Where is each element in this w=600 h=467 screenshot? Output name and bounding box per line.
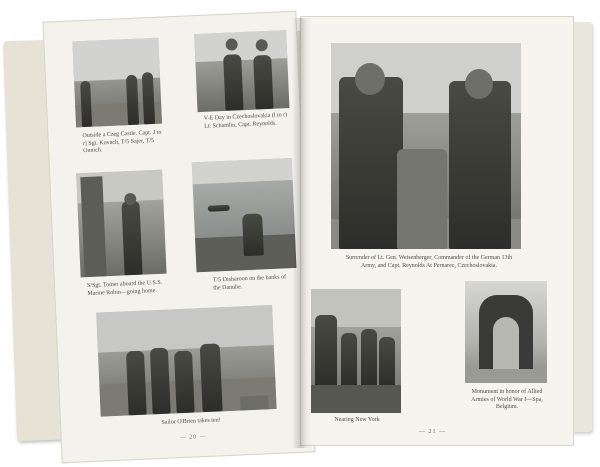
left-page <box>42 11 315 464</box>
photo-sailors <box>96 305 276 417</box>
photo-caption: S/Sgt. Tomer aboard the U.S.S. Marine Robin—going home. <box>86 279 163 297</box>
page-number: — 20 — <box>179 433 207 442</box>
photo-caption: V-E Day in Czechoslovakia (l to r) Lt. Schamlin, Capt. Reynolds. <box>203 112 288 130</box>
page-number: — 21 — <box>419 429 446 435</box>
photo-monument <box>465 281 547 383</box>
photo-caption: Sailor O'Brien takes ten! <box>161 417 221 426</box>
photo-caption: Monument in honor of Allied Armies of World War I—Spa, Belgium. <box>471 389 543 410</box>
photo-danube <box>192 158 297 272</box>
photo-surrender <box>331 43 521 249</box>
photo-caption: Outside a Czeg Castle. Capt. J to r] Sgt. Kovach, T/5 Sajer, T/5 Onnich. <box>82 129 162 155</box>
photo-ship <box>76 170 166 278</box>
photo-ship-deck <box>311 289 401 413</box>
photo-caption: Surrender of Lt. Gen. Weisenberger, Commander of the German 13th Army, and Capt. Reynolds At Pernarec, Czechoslovakia. <box>345 255 513 269</box>
photo-castle <box>72 38 162 128</box>
right-page <box>300 16 574 446</box>
photo-caption: T/5 Disharoon on the banks of the Danube. <box>212 274 287 292</box>
photo-ve-day <box>194 30 289 112</box>
photo-caption: Nearing New York <box>334 417 380 423</box>
